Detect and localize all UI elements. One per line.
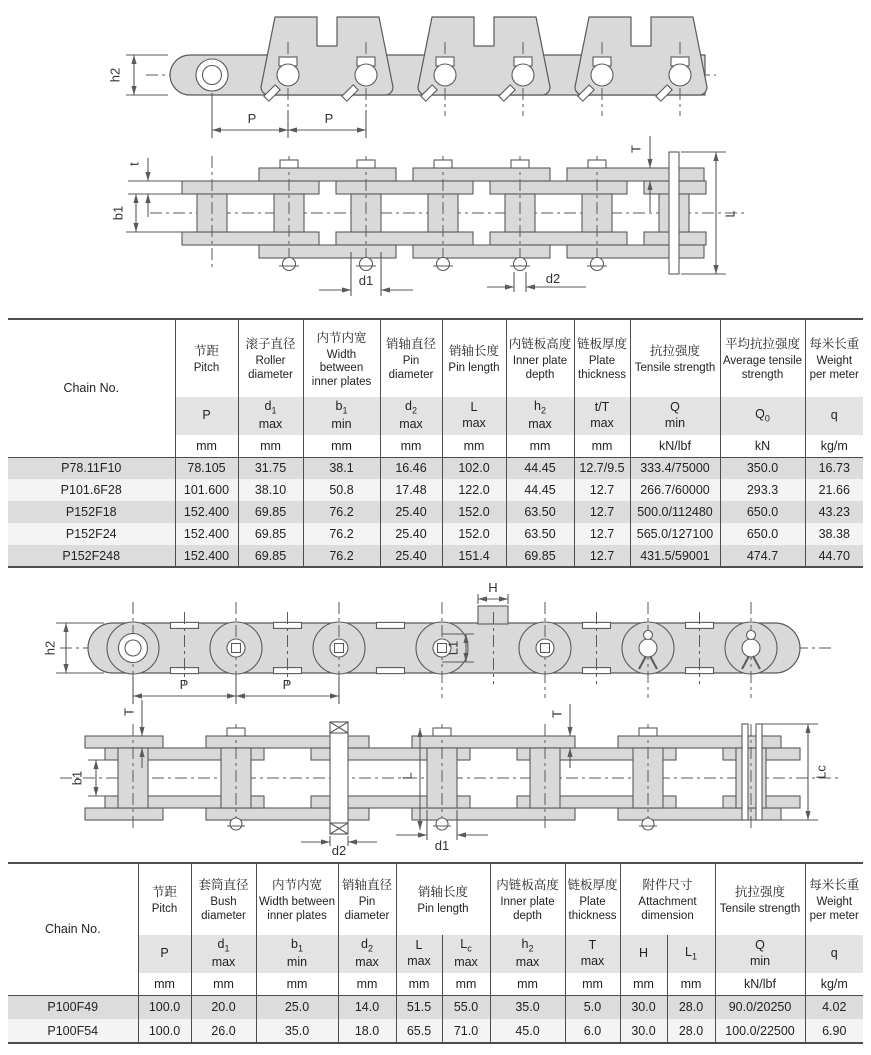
unit-header: mm — [620, 973, 667, 995]
cell: 30.0 — [620, 995, 667, 1019]
cell: 50.8 — [303, 479, 380, 501]
cell: 28.0 — [667, 1019, 715, 1043]
cell: 293.3 — [720, 479, 805, 501]
cell: 18.0 — [338, 1019, 396, 1043]
column-header: 销轴直径 Pin diameter — [380, 319, 442, 397]
cell: 55.0 — [442, 995, 490, 1019]
bush-chain-spec-table — [8, 862, 863, 1044]
unit-header: mm — [303, 435, 380, 457]
cell: 71.0 — [442, 1019, 490, 1043]
cell: 100.0 — [138, 995, 191, 1019]
dim-label-b1: b1 — [69, 770, 85, 786]
dim-label-d2: d2 — [331, 843, 347, 858]
cell: 43.23 — [805, 501, 863, 523]
unit-header: mm — [574, 435, 630, 457]
symbol-header: $Q_0$ — [720, 397, 805, 435]
unit-header: kg/m — [805, 973, 863, 995]
column-header: 内链板高度 Inner plate depth — [506, 319, 574, 397]
cell: 76.2 — [303, 545, 380, 567]
symbol-header: $d_1$ max — [238, 397, 303, 435]
cell: 650.0 — [720, 523, 805, 545]
table-row — [8, 501, 863, 523]
unit-header: mm — [490, 973, 565, 995]
cell: 350.0 — [720, 457, 805, 479]
symbol-header: q — [805, 397, 863, 435]
cell: 474.7 — [720, 545, 805, 567]
cell: 78.105 — [175, 457, 238, 479]
table-row — [8, 523, 863, 545]
cell: 100.0/22500 — [715, 1019, 805, 1043]
cell: 25.0 — [256, 995, 338, 1019]
cell: 152.400 — [175, 545, 238, 567]
symbol-header: L max — [396, 935, 442, 973]
column-header: 内节内宽 Width between inner plates — [303, 319, 380, 397]
cell: 17.48 — [380, 479, 442, 501]
dim-label-p2: P — [324, 111, 334, 126]
dim-label-T: T — [628, 145, 644, 153]
column-header: 滚子直径 Roller diameter — [238, 319, 303, 397]
chain-no-cell: P78.11F10 — [8, 457, 175, 479]
figure-a-roller-chain-drawing — [0, 0, 871, 312]
unit-header: mm — [380, 435, 442, 457]
dim-label-d2: d2 — [545, 271, 561, 286]
cell: 69.85 — [238, 501, 303, 523]
symbol-header: L max — [442, 397, 506, 435]
chain-no-cell: P100F49 — [8, 995, 138, 1019]
dim-label-b1: b1 — [110, 205, 126, 221]
cell: 12.7 — [574, 523, 630, 545]
cell: 69.85 — [506, 545, 574, 567]
column-header: 销轴长度 Pin length — [396, 863, 490, 935]
dim-label-L1: L1 — [445, 640, 461, 656]
cell: 25.40 — [380, 523, 442, 545]
dim-label-L: L — [722, 210, 738, 218]
table-row — [8, 995, 863, 1019]
figure-b-flat-chain-drawing — [0, 578, 871, 868]
cell: 69.85 — [238, 545, 303, 567]
chain-no-cell: P152F18 — [65, 505, 117, 519]
cell: 122.0 — [442, 479, 506, 501]
unit-header: mm — [442, 973, 490, 995]
table-row — [8, 545, 863, 567]
table-row — [8, 457, 863, 479]
cell: 12.7 — [574, 545, 630, 567]
cell: 65.5 — [396, 1019, 442, 1043]
cell: 12.7/9.5 — [574, 457, 630, 479]
symbol-header: Q min — [715, 935, 805, 973]
cell: 152.400 — [175, 523, 238, 545]
dim-label-L: L — [399, 772, 415, 780]
cell: 500.0/112480 — [630, 501, 720, 523]
table-row — [8, 1019, 863, 1043]
cell: 31.75 — [238, 457, 303, 479]
unit-header: mm — [256, 973, 338, 995]
cell: 90.0/20250 — [715, 995, 805, 1019]
chain-no-cell: P152F248 — [62, 548, 121, 563]
unit-header: mm — [191, 973, 256, 995]
cell: 152.0 — [442, 523, 506, 545]
cell: 69.85 — [238, 523, 303, 545]
cell: 100.0 — [138, 1019, 191, 1043]
cell: 44.70 — [805, 545, 863, 567]
column-header: 每米长重 Weight per meter — [805, 863, 863, 935]
cell: 266.7/60000 — [630, 479, 720, 501]
symbol-header: $L_c$ max — [442, 935, 490, 973]
symbol-header: t/T max — [574, 397, 630, 435]
symbol-header: H — [620, 935, 667, 973]
chain-no-cell: P101.6F28 — [60, 483, 122, 497]
column-header: 链板厚度 Plate thickness — [565, 863, 620, 935]
dim-label-p1: P — [179, 677, 189, 692]
cell: 76.2 — [303, 501, 380, 523]
column-header: 内链板高度 Inner plate depth — [490, 863, 565, 935]
cell: 4.02 — [805, 995, 863, 1019]
cell: 63.50 — [506, 501, 574, 523]
column-header: 每米长重 Weight per meter — [805, 319, 863, 397]
unit-header: mm — [238, 435, 303, 457]
cell: 650.0 — [720, 501, 805, 523]
unit-header: mm — [565, 973, 620, 995]
cell: 20.0 — [191, 995, 256, 1019]
cell: 28.0 — [667, 995, 715, 1019]
dim-label-d1: d1 — [434, 838, 450, 853]
cell: 30.0 — [620, 1019, 667, 1043]
dim-label-Lc: Lc — [813, 765, 829, 779]
cell: 6.0 — [565, 1019, 620, 1043]
column-header: 节距 Pitch — [175, 319, 238, 397]
cell: 35.0 — [490, 995, 565, 1019]
symbol-header: $b_1$ min — [256, 935, 338, 973]
cell: 152.400 — [175, 501, 238, 523]
column-header: 销轴长度 Pin length — [442, 319, 506, 397]
dim-label-T-mid: T — [549, 710, 565, 718]
cell: 431.5/59001 — [630, 545, 720, 567]
cell: 102.0 — [442, 457, 506, 479]
cell: 51.5 — [396, 995, 442, 1019]
table-row — [8, 479, 863, 501]
dim-label-p2: P — [282, 677, 292, 692]
dim-label-H: H — [488, 580, 498, 595]
column-header: 平均抗拉强度 Average tensile strength — [720, 319, 805, 397]
unit-header: mm — [667, 973, 715, 995]
column-header: 抗拉强度 Tensile strength — [630, 319, 720, 397]
cell: 12.7 — [574, 479, 630, 501]
unit-header: kN/lbf — [715, 973, 805, 995]
unit-header: mm — [442, 435, 506, 457]
symbol-header: $b_1$ min — [303, 397, 380, 435]
symbol-header: $L_1$ — [667, 935, 715, 973]
unit-header: kN/lbf — [630, 435, 720, 457]
symbol-header: Q min — [630, 397, 720, 435]
symbol-header: P — [175, 397, 238, 435]
cell: 26.0 — [191, 1019, 256, 1043]
cell: 25.40 — [380, 545, 442, 567]
unit-header: mm — [175, 435, 238, 457]
cell: 38.1 — [303, 457, 380, 479]
corner-header: Chain No. — [8, 863, 138, 995]
dim-label-T-left: T — [121, 708, 137, 716]
cell: 45.0 — [490, 1019, 565, 1043]
cell: 6.90 — [805, 1019, 863, 1043]
cell: 76.2 — [303, 523, 380, 545]
chain-no-cell: P100F54 — [47, 1023, 99, 1038]
column-header: 附件尺寸 Attachment dimension — [620, 863, 715, 935]
cell: 151.4 — [442, 545, 506, 567]
cell: 16.46 — [380, 457, 442, 479]
cell: 5.0 — [565, 995, 620, 1019]
dim-label-h2: h2 — [107, 67, 123, 83]
cell: 152.0 — [442, 501, 506, 523]
symbol-header: $d_2$ max — [380, 397, 442, 435]
cell: 44.45 — [506, 479, 574, 501]
dim-label-t: t — [126, 162, 142, 166]
dim-label-d1: d1 — [358, 273, 374, 288]
chain-no-cell: P152F24 — [65, 527, 117, 541]
cell: 21.66 — [805, 479, 863, 501]
unit-header: mm — [396, 973, 442, 995]
symbol-header: T max — [565, 935, 620, 973]
cell: 333.4/75000 — [630, 457, 720, 479]
column-header: 抗拉强度 Tensile strength — [715, 863, 805, 935]
unit-header: kg/m — [805, 435, 863, 457]
cell: 63.50 — [506, 523, 574, 545]
symbol-header: P — [138, 935, 191, 973]
symbol-header: $d_1$ max — [191, 935, 256, 973]
cell: 565.0/127100 — [630, 523, 720, 545]
roller-chain-spec-table — [8, 318, 863, 568]
column-header: 内节内宽 Width between inner plates — [256, 863, 338, 935]
symbol-header: q — [805, 935, 863, 973]
unit-header: mm — [506, 435, 574, 457]
cell: 44.45 — [506, 457, 574, 479]
symbol-header: $h_2$ max — [506, 397, 574, 435]
cell: 25.40 — [380, 501, 442, 523]
corner-header: Chain No. — [8, 319, 175, 457]
symbol-header: $h_2$ max — [490, 935, 565, 973]
dim-label-p1: P — [247, 111, 257, 126]
cell: 35.0 — [256, 1019, 338, 1043]
dim-label-h2: h2 — [42, 640, 58, 656]
cell: 38.38 — [805, 523, 863, 545]
cell: 12.7 — [574, 501, 630, 523]
unit-header: mm — [138, 973, 191, 995]
cell: 101.600 — [175, 479, 238, 501]
unit-header: kN — [720, 435, 805, 457]
cell: 14.0 — [338, 995, 396, 1019]
cell: 38.10 — [238, 479, 303, 501]
unit-header: mm — [338, 973, 396, 995]
column-header: 销轴直径 Pin diameter — [338, 863, 396, 935]
column-header: 链板厚度 Plate thickness — [574, 319, 630, 397]
symbol-header: $d_2$ max — [338, 935, 396, 973]
column-header: 套筒直径 Bush diameter — [191, 863, 256, 935]
cell: 16.73 — [805, 457, 863, 479]
column-header: 节距 Pitch — [138, 863, 191, 935]
